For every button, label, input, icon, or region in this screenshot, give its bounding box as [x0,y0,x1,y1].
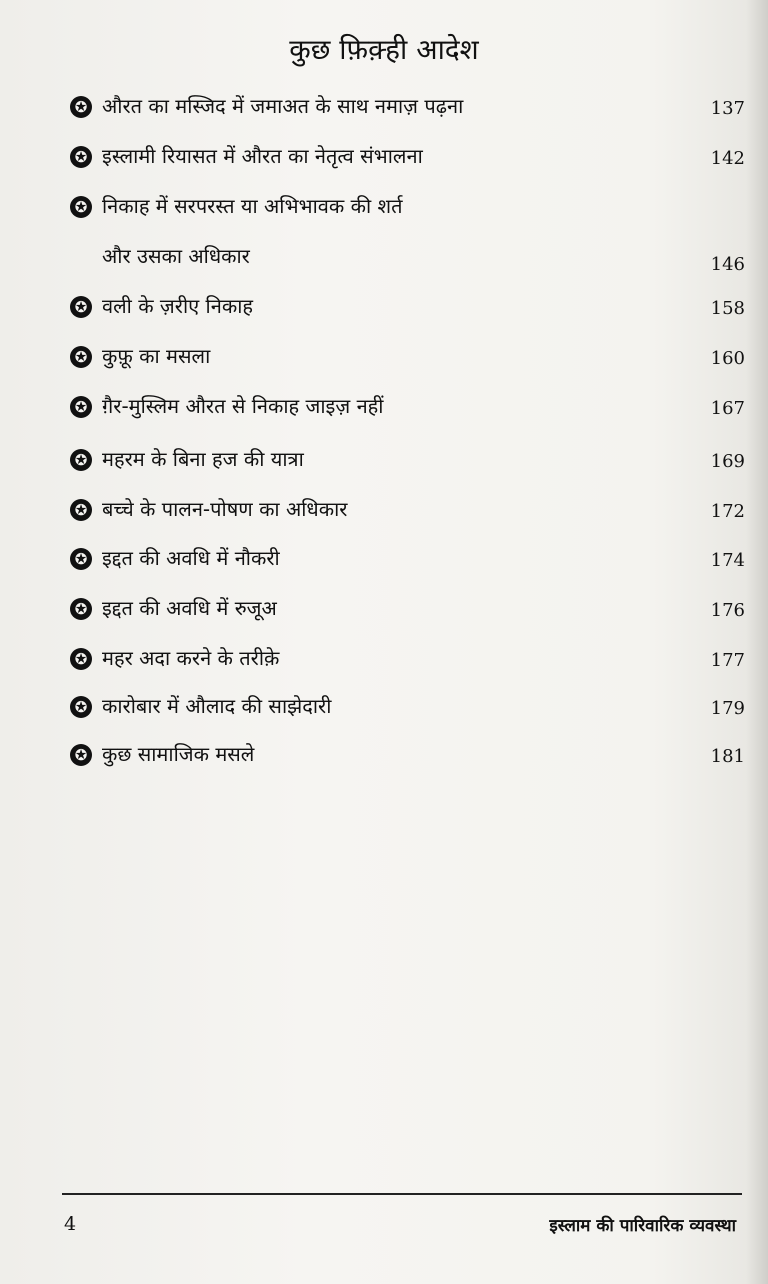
toc-entry-page: 160 [710,348,745,369]
star-bullet-icon: ✪ [70,548,92,570]
toc-entry-text: कारोबार में औलाद की साझेदारी [102,694,332,718]
toc-entry [70,594,745,634]
toc-entry-text: इद्दत की अवधि में रुजूअ [102,596,277,620]
star-bullet-icon: ✪ [70,449,92,471]
toc-entry-text: इस्लामी रियासत में औरत का नेतृत्व संभालना [102,144,423,168]
toc-entry-page: 146 [710,254,745,275]
section-title: कुछ फ़िक़्ही आदेश [289,33,479,66]
toc-entry [70,692,745,732]
toc-entry-continuation [70,242,745,282]
toc-entry [70,192,745,232]
toc-entry-text: महरम के बिना हज की यात्रा [102,447,304,471]
toc-entry [70,544,745,584]
toc-entry-page: 174 [710,550,745,571]
toc-entry-page: 179 [710,698,745,719]
star-bullet-icon: ✪ [70,296,92,318]
toc-entry [70,92,745,132]
toc-entry-text: महर अदा करने के तरीक़े [102,646,280,670]
toc-entry-text: वली के ज़रीए निकाह [102,294,253,318]
toc-entry [70,740,745,780]
page-edge-shadow [746,0,768,1284]
toc-entry [70,342,745,382]
toc-entry-text: इद्दत की अवधि में नौकरी [102,546,280,570]
toc-entry [70,142,745,182]
star-bullet-icon: ✪ [70,96,92,118]
toc-entry-text: औरत का मस्जिद में जमाअत के साथ नमाज़ पढ़ना [102,94,464,118]
star-bullet-icon: ✪ [70,744,92,766]
running-title: इस्लाम की पारिवारिक व्यवस्था [549,1216,736,1236]
star-bullet-icon: ✪ [70,346,92,368]
toc-entry-page: 181 [710,746,745,767]
toc-entry-text: निकाह में सरपरस्त या अभिभावक की शर्त [102,194,403,218]
star-bullet-icon: ✪ [70,648,92,670]
toc-entry-text: और उसका अधिकार [102,244,250,268]
toc-entry-page: 158 [710,298,745,319]
toc-entry [70,292,745,332]
toc-entry-page: 172 [710,501,745,522]
toc-entry-text: बच्चे के पालन-पोषण का अधिकार [102,497,348,521]
toc-entry-page: 177 [710,650,745,671]
page-number: 4 [64,1213,77,1235]
toc-entry [70,644,745,684]
star-bullet-icon: ✪ [70,196,92,218]
toc-entry-page: 169 [710,451,745,472]
toc-entry-page: 137 [710,98,745,119]
star-bullet-icon: ✪ [70,396,92,418]
toc-entry-text: ग़ैर-मुस्लिम औरत से निकाह जाइज़ नहीं [102,394,384,418]
star-bullet-icon: ✪ [70,146,92,168]
toc-entry-text: कुछ सामाजिक मसले [102,742,255,766]
toc-entry [70,392,745,432]
toc-entry-page: 142 [710,148,745,169]
toc-entry [70,495,745,535]
toc-entry [70,445,745,485]
star-bullet-icon: ✪ [70,696,92,718]
toc-entry-text: कुफ़ू का मसला [102,344,211,368]
star-bullet-icon: ✪ [70,598,92,620]
toc-entry-page: 176 [710,600,745,621]
star-bullet-icon: ✪ [70,499,92,521]
footer-rule [62,1193,742,1195]
toc-entry-page: 167 [710,398,745,419]
